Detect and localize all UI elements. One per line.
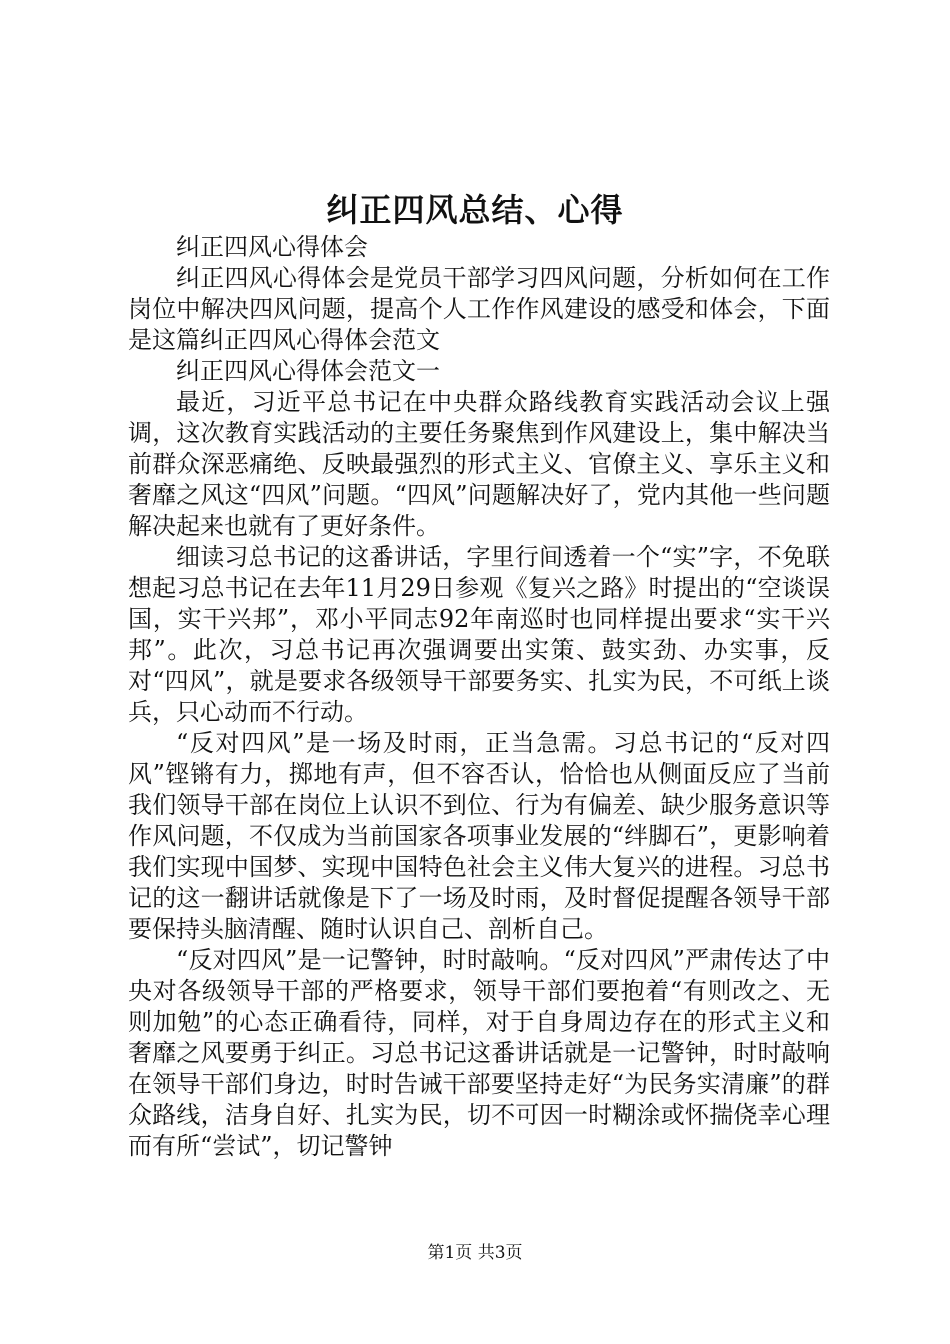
paragraph-subheading: 纠正四风心得体会范文一 (176, 357, 440, 385)
paragraph-body: “反对四风”是一记警钟，时时敲响。“反对四风”严肃传达了中央对各级领导干部的严格要求，领导干部们要抱着“有则改之、无则加勉”的心态正确看待，同样，对于自身周边存在的形式主义和奢靡之风要勇于纠正。习总书记这番讲话就是一记警钟，时时敲响在领导干部们身边，时时告诫干部要坚持走好“为民务实清廉”的群众路线，洁身自好、扎实为民，切不可因一时糊涂或怀揣侥幸心理而有所“尝试”，切记警钟 (128, 946, 830, 1160)
document-body (128, 232, 830, 1162)
paragraph-heading: 纠正四风心得体会 (176, 233, 368, 261)
paragraph-intro: 纠正四风心得体会是党员干部学习四风问题，分析如何在工作岗位中解决四风问题，提高个人工作作风建设的感受和体会，下面是这篇纠正四风心得体会范文 (128, 264, 830, 354)
paragraph-body: 细读习总书记的这番讲话，字里行间透着一个“实”字，不免联想起习总书记在去年11月29日参观《复兴之路》时提出的“空谈误国，实干兴邦”，邓小平同志92年南巡时也同样提出要求“实干兴邦”。此次，习总书记再次强调要出实策、鼓实劲、办实事，反对“四风”，就是要求各级领导干部要务实、扎实为民，不可纸上谈兵，只心动而不行动。 (128, 543, 830, 726)
paragraph-body: 最近，习近平总书记在中央群众路线教育实践活动会议上强调，这次教育实践活动的主要任务聚焦到作风建设上，集中解决当前群众深恶痛绝、反映最强烈的形式主义、官僚主义、享乐主义和奢靡之风这“四风”问题。“四风”问题解决好了，党内其他一些问题解决起来也就有了更好条件。 (128, 388, 830, 540)
page-number-footer: 第1页 共3页 (427, 1243, 523, 1263)
paragraph-body: “反对四风”是一场及时雨，正当急需。习总书记的“反对四风”铿锵有力，掷地有声，但不容否认，恰恰也从侧面反应了当前我们领导干部在岗位上认识不到位、行为有偏差、缺少服务意识等作风问题，不仅成为当前国家各项事业发展的“绊脚石”，更影响着我们实现中国梦、实现中国特色社会主义伟大复兴的进程。习总书记的这一翻讲话就像是下了一场及时雨，及时督促提醒各领导干部要保持头脑清醒、随时认识自己、剖析自己。 (128, 729, 830, 943)
document-title: 纠正四风总结、心得 (326, 191, 624, 229)
